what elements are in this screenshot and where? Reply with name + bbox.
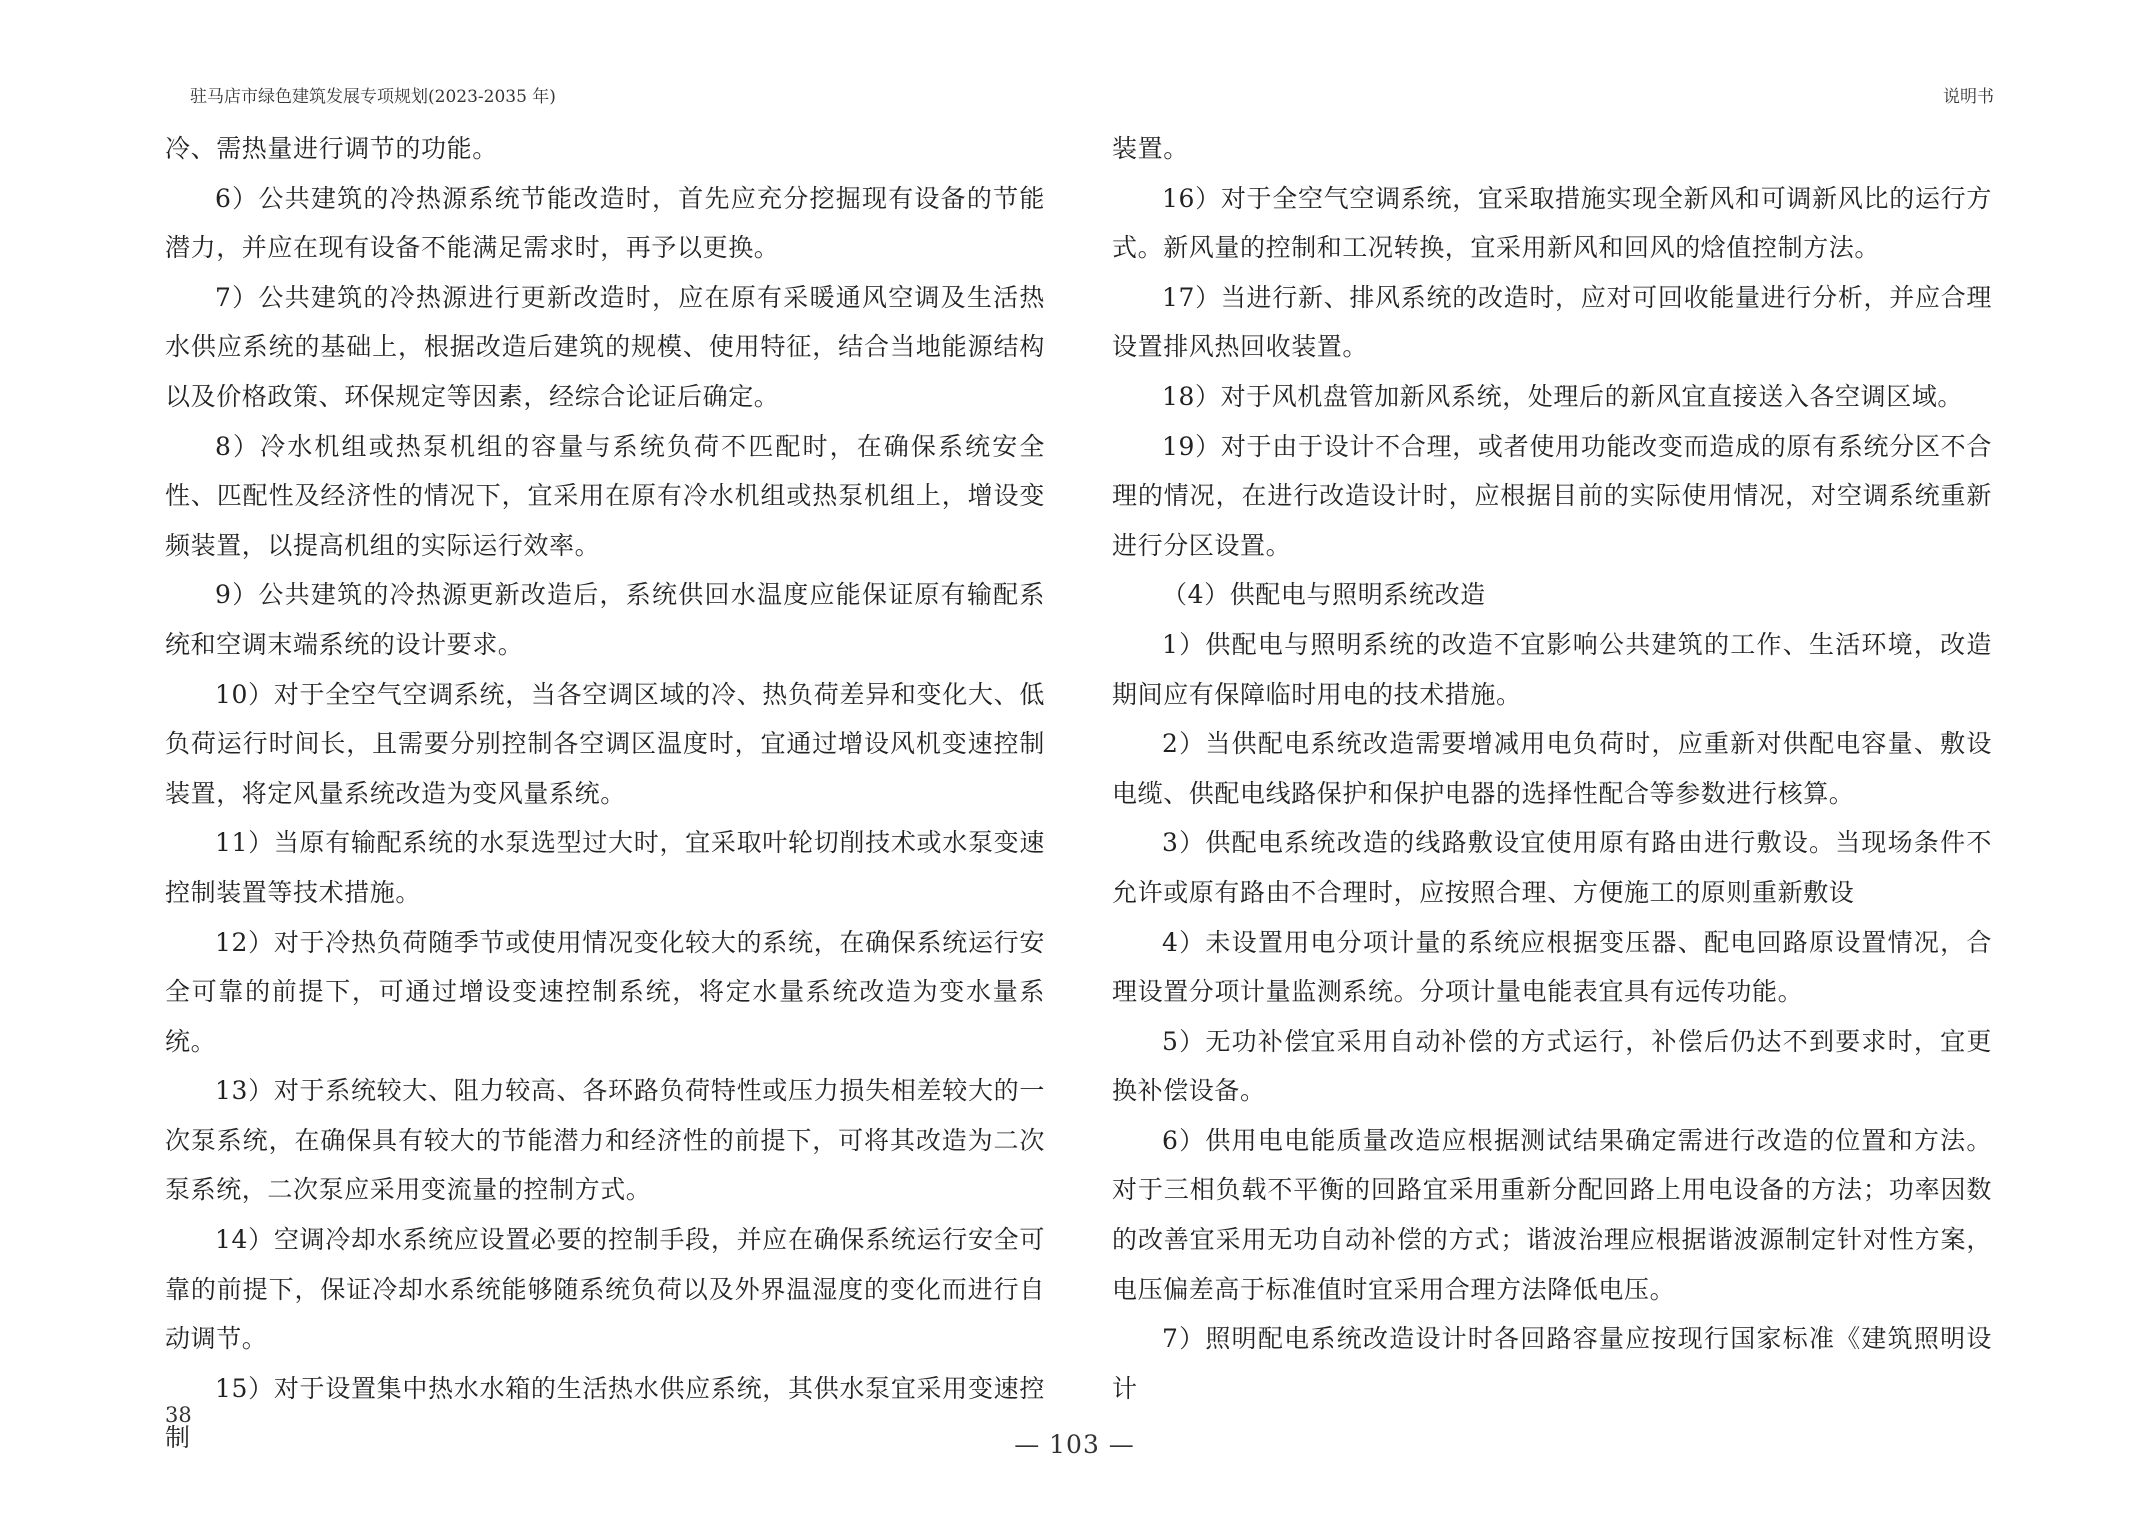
paragraph: 12）对于冷热负荷随季节或使用情况变化较大的系统，在确保系统运行安全可靠的前提下，可通过增设变速控制系统，将定水量系统改造为变水量系统。 xyxy=(165,927,1045,1056)
paragraph: 7）照明配电系统改造设计时各回路容量应按现行国家标准《建筑照明设计 xyxy=(1112,1324,1992,1403)
paragraph: 5）无功补偿宜采用自动补偿的方式运行，补偿后仍达不到要求时，宜更换补偿设备。 xyxy=(1112,1026,1992,1106)
paragraph: 6）供用电电能质量改造应根据测试结果确定需进行改造的位置和方法。对于三相负载不平衡的回路宜采用重新分配回路上用电设备的方法；功率因数的改善宜采用无功自动补偿的方式；谐波治理应根据谐波源制定针对性方案，电压偏差高于标准值时宜采用合理方法降低电压。 xyxy=(1112,1125,1992,1304)
paragraph: 13）对于系统较大、阻力较高、各环路负荷特性或压力损失相差较大的一次泵系统，在确保具有较大的节能潜力和经济性的前提下，可将其改造为二次泵系统，二次泵应采用变流量的控制方式。 xyxy=(165,1076,1045,1205)
paragraph: 2）当供配电系统改造需要增减用电负荷时，应重新对供配电容量、敷设电缆、供配电线路保护和保护电器的选择性配合等参数进行核算。 xyxy=(1112,729,1992,808)
footer-page-number: — 103 — xyxy=(1014,1430,1135,1459)
paragraph: 9）公共建筑的冷热源更新改造后，系统供回水温度应能保证原有输配系统和空调末端系统的设计要求。 xyxy=(165,580,1045,659)
paragraph: 10）对于全空气空调系统，当各空调区域的冷、热负荷差异和变化大、低负荷运行时间长，且需要分别控制各空调区温度时，宜通过增设风机变速控制装置，将定风量系统改造为变风量系统。 xyxy=(165,679,1045,808)
paragraph: 18）对于风机盘管加新风系统，处理后的新风宜直接送入各空调区域。 xyxy=(1162,381,1964,411)
document-header-title: 驻马店市绿色建筑发展专项规划(2023-2035 年) xyxy=(190,87,556,107)
paragraph: 15）对于设置集中热水水箱的生活热水供应系统，其供水泵宜采用变速控制 xyxy=(165,1373,1045,1453)
inner-page-number: 38 xyxy=(165,1403,192,1427)
paragraph: 冷、需热量进行调节的功能。 xyxy=(165,134,498,163)
paragraph: 11）当原有输配系统的水泵选型过大时，宜采取叶轮切削技术或水泵变速控制装置等技术措施。 xyxy=(165,828,1045,907)
left-text-column xyxy=(165,124,1045,1463)
paragraph: 6）公共建筑的冷热源系统节能改造时，首先应充分挖掘现有设备的节能潜力，并应在现有设备不能满足需求时，再予以更换。 xyxy=(165,183,1045,263)
paragraph: 14）空调冷却水系统应设置必要的控制手段，并应在确保系统运行安全可靠的前提下，保证冷却水系统能够随系统负荷以及外界温湿度的变化而进行自动调节。 xyxy=(165,1225,1045,1354)
document-header-section: 说明书 xyxy=(1943,87,1994,107)
right-text-column xyxy=(1112,124,1992,1413)
paragraph: 8）冷水机组或热泵机组的容量与系统负荷不匹配时，在确保系统安全性、匹配性及经济性的情况下，宜采用在原有冷水机组或热泵机组上，增设变频装置，以提高机组的实际运行效率。 xyxy=(165,431,1045,560)
paragraph: 4）未设置用电分项计量的系统应根据变压器、配电回路原设置情况，合理设置分项计量监测系统。分项计量电能表宜具有远传功能。 xyxy=(1112,927,1992,1007)
paragraph: 3）供配电系统改造的线路敷设宜使用原有路由进行敷设。当现场条件不允许或原有路由不合理时，应按照合理、方便施工的原则重新敷设 xyxy=(1112,828,1992,907)
paragraph: 7）公共建筑的冷热源进行更新改造时，应在原有采暖通风空调及生活热水供应系统的基础上，根据改造后建筑的规模、使用特征，结合当地能源结构以及价格政策、环保规定等因素，经综合论证后确定。 xyxy=(165,282,1045,411)
paragraph: 1）供配电与照明系统的改造不宜影响公共建筑的工作、生活环境，改造期间应有保障临时用电的技术措施。 xyxy=(1112,629,1992,709)
paragraph: 19）对于由于设计不合理，或者使用功能改变而造成的原有系统分区不合理的情况，在进行改造设计时，应根据目前的实际使用情况，对空调系统重新进行分区设置。 xyxy=(1112,431,1992,560)
paragraph: 16）对于全空气空调系统，宜采取措施实现全新风和可调新风比的运行方式。新风量的控制和工况转换，宜采用新风和回风的焓值控制方法。 xyxy=(1112,183,1992,263)
paragraph: 17）当进行新、排风系统的改造时，应对可回收能量进行分析，并应合理设置排风热回收装置。 xyxy=(1112,282,1992,362)
section-heading: （4）供配电与照明系统改造 xyxy=(1162,580,1486,610)
paragraph: 装置。 xyxy=(1112,134,1189,163)
